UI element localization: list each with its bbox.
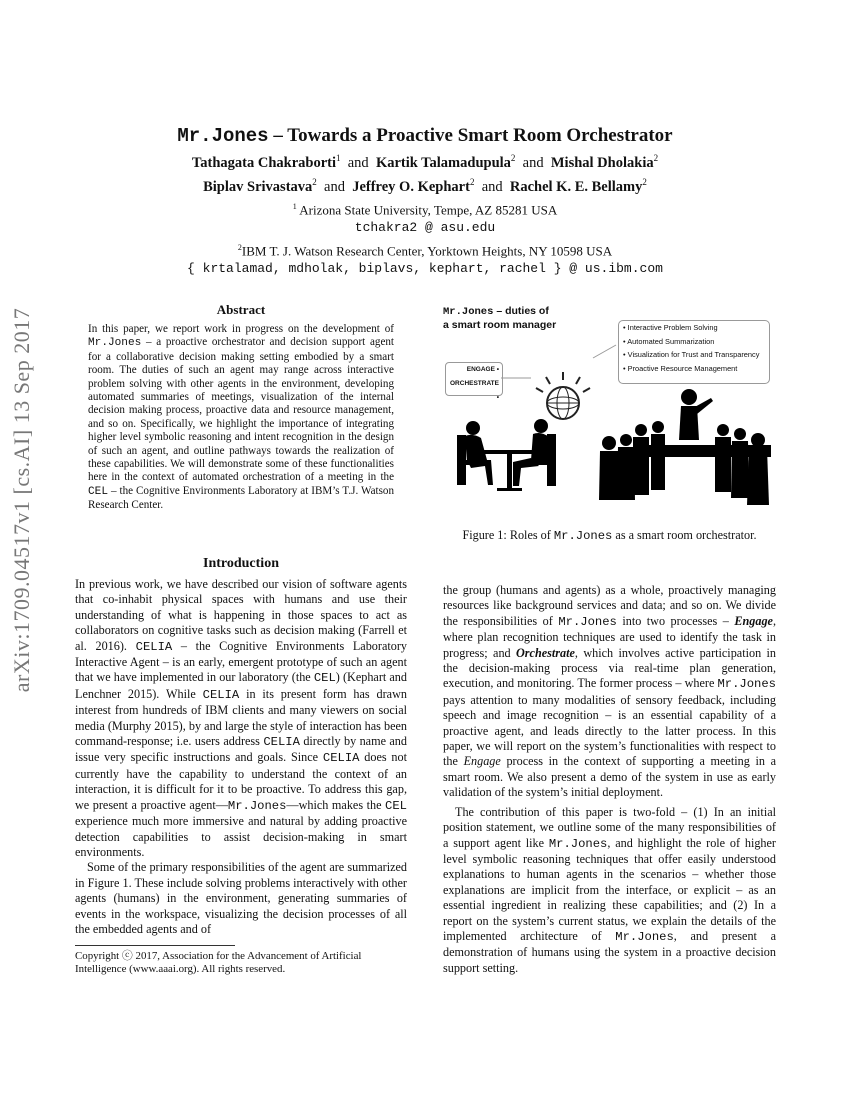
meeting-pair-silhouette bbox=[457, 419, 556, 491]
figure-caption: Figure 1: Roles of Mr.Jones as a smart room orchestrator. bbox=[462, 528, 757, 543]
watson-globe-icon bbox=[536, 372, 590, 419]
duty-item: • Interactive Problem Solving bbox=[623, 321, 765, 335]
author-line-2: Biplav Srivastava$^2$ and Jeffrey O. Kephart$^2$ and Rachel K. E. Bellamy$^2$ bbox=[203, 177, 647, 195]
orchestrate-label: ORCHESTRATE • bbox=[450, 380, 499, 401]
figure-title: Mr.Jones – duties of a smart room manager bbox=[443, 305, 557, 331]
abstract-body: In this paper, we report work in progress on the development of Mr.Jones – a proactive orchestrator and decision support agent for a collaborative decision making setting embodied by a smart room. The duties of such an agent may range across interactive problem solving with other agents in the environment, developing automated summaries of meetings, visualization of the internal decision making process, proactive data and resource management, and so on. Specifically, we highlight the importance of integrating higher level symbolic reasoning and intent recognition in the design of such an agent, and outline pathways towards the realization of these capabilities. We will demonstrate some of these functionalities here in the context of automated orchestration of a meeting in the CEL – the Cognitive Environments Laboratory at IBM’s T.J. Watson Research Center. bbox=[88, 323, 394, 512]
left-column bbox=[75, 577, 407, 937]
affiliation-ibm: $^2$IBM T. J. Watson Research Center, Yorktown Heights, NY 10598 USA bbox=[237, 243, 613, 259]
boardroom-silhouette bbox=[599, 389, 771, 505]
email-asu: tchakra2 @ asu.edu bbox=[354, 220, 496, 235]
right-column bbox=[443, 583, 776, 976]
intro-paragraph-4: The contribution of this paper is two-fold – (1) In an initial position statement, we outline some of the many responsibilities of a support agent like Mr.Jones, and highlight the role of higher level symbolic reasoning techniques that offer easily understood explanations to human agents in the scenarios – whether those explanations are implicit from the interface, or explicit – as an essential ingredient in realizing these capabilities; and (2) In a report on the system’s current status, we explain the details of the implemented architecture of Mr.Jones, and present a demonstration of humans using the system in a proactive decision support setting. bbox=[443, 804, 776, 975]
duty-item: • Automated Summarization bbox=[623, 335, 765, 349]
duty-item: • Proactive Resource Management bbox=[623, 362, 765, 376]
author-line-1: Tathagata Chakraborti$^1$ and Kartik Talamadupula$^2$ and Mishal Dholakia$^2$ bbox=[191, 153, 659, 171]
footnote-rule bbox=[75, 945, 235, 946]
copyright-notice: Copyright ⓒ 2017, Association for the Advancement of Artificial Intelligence (www.aaai.org). All rights reserved. bbox=[75, 950, 362, 975]
intro-paragraph-2: Some of the primary responsibilities of the agent are summarized in Figure 1. These include solving problems interactively with other agents (humans) in the environment, generating summaries of events in the workspace, visualizing the decision processes of all the embedded agents and of bbox=[75, 860, 407, 936]
figure-1 bbox=[443, 300, 776, 520]
intro-paragraph-1: In previous work, we have described our vision of software agents that co-inhabit physical spaces with humans and use their understanding of what is happening in those spaces to act as collaborators on cognitive tasks such as decision making (Farrell et al. 2016). CELIA – the Cognitive Environments Laboratory Interactive Agent – is an early, emergent prototype of such an agent that we have implemented in our laboratory (the CEL) (Kephart and Lenchner 2015). While CELIA in its present form has drawn interest from hundreds of IBM clients and many viewers on social media (Murphy 2015), by and large the style of interaction has been command-response; i.e. users address CELIA directly by name and issue very specific instructions and goals. Since CELIA does not currently have the capability to understand the context of an interaction, it is difficult for it to be proactive. To address this gap, we present a proactive agent—Mr.Jones—which makes the CEL experience much more immersive and natural by adding proactive detection capabilities to assist decision-making in smart environments. bbox=[75, 577, 408, 859]
affiliation-asu: $^1$ Arizona State University, Tempe, AZ 85281 USA bbox=[292, 202, 558, 218]
duty-item: • Visualization for Trust and Transparency bbox=[623, 348, 765, 362]
duties-list bbox=[618, 320, 770, 384]
abstract-heading: Abstract bbox=[216, 302, 266, 317]
engage-label: ENGAGE • bbox=[466, 366, 499, 373]
intro-paragraph-3: the group (humans and agents) as a whole, proactively managing resources like background services and data; and so on. We divide the responsibilities of Mr.Jones into two processes – Engage, where plan recognition techniques are used to identify the task in progress; and Orchestrate, which involves active participation in the decision-making process via real-time plan generation, execution, and monitoring. The former process – where Mr.Jones pays attention to many modalities of sensory feedback, including speech and image recognition – is an essential capability of a proactive agent, and leads directly to the latter process. In this paper, we will report on the system’s functionalities with respect to the Engage process in the context of supporting a meeting in a smart room. We also present a demo of the system in use as early validation of the system’s initial deployment. bbox=[443, 583, 777, 800]
arxiv-stamp: arXiv:1709.04517v1 [cs.AI] 13 Sep 2017 bbox=[9, 307, 34, 693]
email-ibm: { krtalamad, mdholak, biplavs, kephart, rachel } @ us.ibm.com bbox=[187, 261, 663, 276]
intro-heading: Introduction bbox=[203, 556, 279, 571]
paper-title: Mr.Jones – Towards a Proactive Smart Room Orchestrator bbox=[177, 125, 673, 147]
engage-orchestrate-box bbox=[445, 362, 503, 401]
